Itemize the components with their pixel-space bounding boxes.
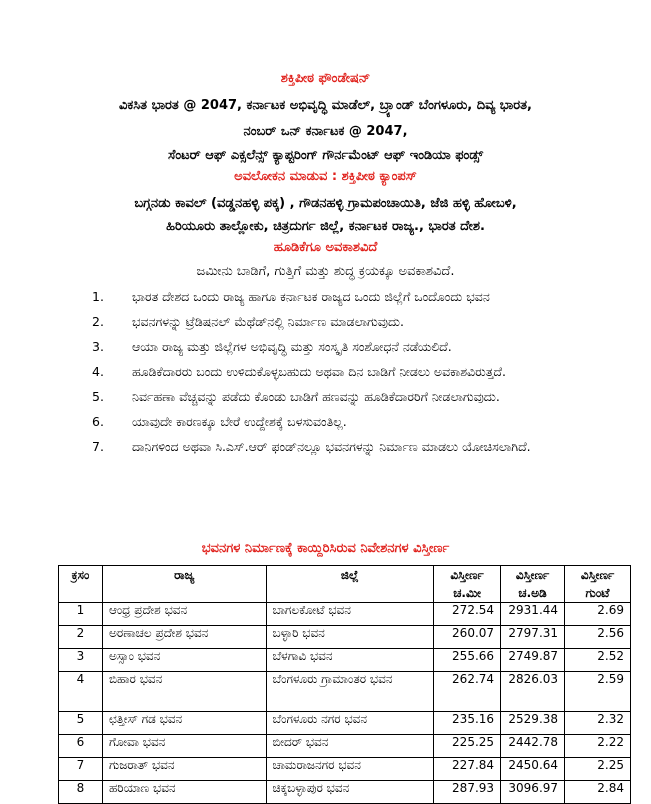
cell-sqm: 227.84 — [434, 758, 501, 781]
item-text: ನಿರ್ವಹಣಾ ವೆಚ್ಚವನ್ನು ಪಡೆದು ಕೊಂಡು ಬಾಡಿಗೆ ಹಣವನ್ನು ಹೂಡಿಕೆದಾರರಿಗೆ ನೀಡಲಾಗುವುದು. — [132, 389, 500, 404]
cell-district: ಬೀದರ್ ಭವನ — [266, 735, 434, 758]
cell-gunta: 2.56 — [565, 626, 631, 649]
cell-sqm: 255.66 — [434, 649, 501, 672]
cell-sqft: 2931.44 — [501, 603, 565, 626]
cell-district: ಬೆಂಗಳೂರು ನಗರ ಭವನ — [266, 712, 434, 735]
item-text: ಭವನಗಳನ್ನು ಟ್ರೆಡಿಷನಲ್ ಮೆಥೆಡ್‌ನಲ್ಲಿ ನಿರ್ಮಾಣ ಮಾಡಲಾಗುವುದು. — [132, 314, 404, 329]
list-item — [0, 411, 620, 433]
item-number: 5. — [92, 389, 104, 404]
table-row — [59, 781, 631, 804]
table-row — [59, 626, 631, 649]
item-number: 1. — [92, 289, 104, 304]
header-area-sqft: ವಿಸ್ತೀರ್ಣ ಚ.ಅಡಿ — [501, 566, 565, 603]
cell-serial: 7 — [59, 758, 103, 781]
investment-title: ಹೂಡಿಕೆಗೂ ಅವಕಾಶವಿದೆ — [273, 240, 378, 255]
list-item — [0, 361, 620, 383]
item-text: ದಾನಿಗಳಿಂದ ಅಥವಾ ಸಿ.ಎಸ್.ಆರ್ ಫಂಡ್‌ನಲ್ಲೂ ಭವನಗಳನ್ನು ನಿರ್ಮಾಣ ಮಾಡಲು ಯೋಚಿಸಲಾಗಿದೆ. — [132, 439, 531, 454]
campus-title: ಅವಲೋಕನ ಮಾಡುವ : ಶಕ್ತಿಪೀಠ ಕ್ಯಾಂಪಸ್ — [234, 169, 417, 184]
org-name: ಶಕ್ತಿಪೀಠ ಫೌಂಡೇಷನ್ — [280, 71, 371, 86]
item-text: ಭಾರತ ದೇಶದ ಒಂದು ರಾಜ್ಯ ಹಾಗೂ ಕರ್ನಾಟಕ ರಾಜ್ಯದ ಒಂದು ಜಿಲ್ಲೆಗೆ ಒಂದೊಂದು ಭವನ — [132, 289, 490, 304]
cell-district: ಬಾಗಲಕೋಟೆ ಭವನ — [266, 603, 434, 626]
cell-gunta: 2.69 — [565, 603, 631, 626]
table-header-row — [59, 566, 631, 603]
cell-district: ಚಿಕ್ಕಬಳ್ಳಾಪುರ ಭವನ — [266, 781, 434, 804]
list-item — [0, 336, 620, 358]
cell-serial: 2 — [59, 626, 103, 649]
cell-sqm: 287.93 — [434, 781, 501, 804]
cell-gunta: 2.84 — [565, 781, 631, 804]
cell-sqft: 2797.31 — [501, 626, 565, 649]
cell-state: ಅಸ್ಸಾಂ ಭವನ — [102, 649, 266, 672]
cell-sqm: 235.16 — [434, 712, 501, 735]
cell-district: ಬೆಳಗಾವಿ ಭವನ — [266, 649, 434, 672]
plots-table — [58, 565, 631, 804]
header-line-2: ನಂಬರ್ ಒನ್ ಕರ್ನಾಟಕ @ 2047, — [243, 124, 408, 139]
cell-serial: 4 — [59, 672, 103, 712]
cell-state: ಗೋವಾ ಭವನ — [102, 735, 266, 758]
cell-state: ಬಿಹಾರ ಭವನ — [102, 672, 266, 712]
item-text: ಹೂಡಿಕೆದಾರರು ಬಂದು ಉಳಿದುಕೊಳ್ಳಬಹುದು ಅಥವಾ ದಿನ ಬಾಡಿಗೆ ನೀಡಲು ಅವಕಾಶವಿರುತ್ತದೆ. — [132, 364, 506, 379]
cell-sqft: 2529.38 — [501, 712, 565, 735]
cell-gunta: 2.25 — [565, 758, 631, 781]
cell-serial: 5 — [59, 712, 103, 735]
cell-state: ಆಂಧ್ರ ಪ್ರದೇಶ ಭವನ — [102, 603, 266, 626]
header-area-sqm: ವಿಸ್ತೀರ್ಣ ಚ.ಮೀ — [434, 566, 501, 603]
address-line-1: ಬಗ್ಗನಡು ಕಾವಲ್ (ವಡ್ಡನಹಳ್ಳಿ ಪಕ್ಕ) , ಗೌಡನಹಳ್ಳಿ ಗ್ರಾಮಪಂಚಾಯಿತಿ, ಜೆಜಿ ಹಳ್ಳಿ ಹೋಬಳಿ, — [134, 196, 517, 211]
item-text: ಆಯಾ ರಾಜ್ಯ ಮತ್ತು ಜಿಲ್ಲೆಗಳ ಅಭಿವೃದ್ಧಿ ಮತ್ತು ಸಂಸ್ಕೃತಿ ಸಂಶೋಧನೆ ನಡೆಯಲಿದೆ. — [132, 339, 452, 354]
cell-sqft: 2826.03 — [501, 672, 565, 712]
table-row — [59, 758, 631, 781]
header-area-gunta: ವಿಸ್ತೀರ್ಣ ಗುಂಟೆ — [565, 566, 631, 603]
cell-district: ಚಾಮರಾಜನಗರ ಭವನ — [266, 758, 434, 781]
table-row — [59, 649, 631, 672]
points-list — [0, 286, 620, 461]
cell-gunta: 2.52 — [565, 649, 631, 672]
cell-gunta: 2.32 — [565, 712, 631, 735]
table-row — [59, 712, 631, 735]
table-row — [59, 672, 631, 712]
list-item — [0, 436, 620, 458]
header-line-3: ಸೆಂಟರ್ ಆಫ್ ಎಕ್ಸಲೆನ್ಸ್ ಕ್ಯಾಪ್ಟರಿಂಗ್ ಗೌರ್ನಮೆಂಟ್ ಆಫ್ ಇಂಡಿಯಾ ಫಂಡ್ಸ್ — [167, 148, 484, 163]
table-title: ಭವನಗಳ ನಿರ್ಮಾಣಕ್ಕೆ ಕಾಯ್ದಿರಿಸಿರುವ ನಿವೇಶನಗಳ ವಿಸ್ತೀರ್ಣ — [201, 541, 450, 556]
address-line-2: ಹಿರಿಯೂರು ತಾಲ್ಲೋಕು, ಚಿತ್ರದುರ್ಗ ಜಿಲ್ಲೆ, ಕರ್ನಾಟಕ ರಾಜ್ಯ., ಭಾರತ ದೇಶ. — [166, 219, 485, 234]
cell-district: ಬೆಂಗಳೂರು ಗ್ರಾಮಾಂತರ ಭವನ — [266, 672, 434, 712]
header-state: ರಾಜ್ಯ — [102, 566, 266, 603]
item-number: 7. — [92, 439, 104, 454]
header-district: ಜಿಲ್ಲೆ — [266, 566, 434, 603]
cell-serial: 3 — [59, 649, 103, 672]
cell-serial: 1 — [59, 603, 103, 626]
intro-text: ಜಮೀನು ಬಾಡಿಗೆ, ಗುತ್ತಿಗೆ ಮತ್ತು ಶುದ್ಧ ಕ್ರಯಕ್ಕೂ ಅವಕಾಶವಿದೆ. — [196, 264, 455, 279]
cell-gunta: 2.22 — [565, 735, 631, 758]
table-row — [59, 735, 631, 758]
header-serial: ಕ್ರಸಂ — [59, 566, 103, 603]
cell-sqft: 2450.64 — [501, 758, 565, 781]
item-number: 3. — [92, 339, 104, 354]
cell-sqm: 272.54 — [434, 603, 501, 626]
header-line-1: ವಿಕಸಿತ ಭಾರತ @ 2047, ಕರ್ನಾಟಕ ಅಭಿವೃದ್ಧಿ ಮಾಡೆಲ್, ಬ್ರ್ಯಾಂಡ್ ಬೆಂಗಳೂರು, ದಿವ್ಯ ಭಾರತ, — [119, 98, 532, 113]
item-number: 6. — [92, 414, 104, 429]
item-text: ಯಾವುದೇ ಕಾರಣಕ್ಕೂ ಬೇರೆ ಉದ್ದೇಶಕ್ಕೆ ಬಳಸುವಂತಿಲ್ಲ. — [132, 414, 347, 429]
list-item — [0, 386, 620, 408]
cell-gunta: 2.59 — [565, 672, 631, 712]
cell-sqm: 225.25 — [434, 735, 501, 758]
cell-serial: 6 — [59, 735, 103, 758]
item-number: 4. — [92, 364, 104, 379]
cell-state: ಛತ್ತೀಸ್ ಗಡ ಭವನ — [102, 712, 266, 735]
cell-sqm: 262.74 — [434, 672, 501, 712]
table-row — [59, 603, 631, 626]
cell-serial: 8 — [59, 781, 103, 804]
cell-sqft: 2749.87 — [501, 649, 565, 672]
list-item — [0, 286, 620, 308]
cell-sqm: 260.07 — [434, 626, 501, 649]
item-number: 2. — [92, 314, 104, 329]
cell-district: ಬಳ್ಳಾರಿ ಭವನ — [266, 626, 434, 649]
cell-sqft: 2442.78 — [501, 735, 565, 758]
cell-state: ಗುಜರಾತ್ ಭವನ — [102, 758, 266, 781]
cell-sqft: 3096.97 — [501, 781, 565, 804]
cell-state: ಅರಣಾಚಲ ಪ್ರದೇಶ ಭವನ — [102, 626, 266, 649]
list-item — [0, 311, 620, 333]
cell-state: ಹರಿಯಾಣ ಭವನ — [102, 781, 266, 804]
